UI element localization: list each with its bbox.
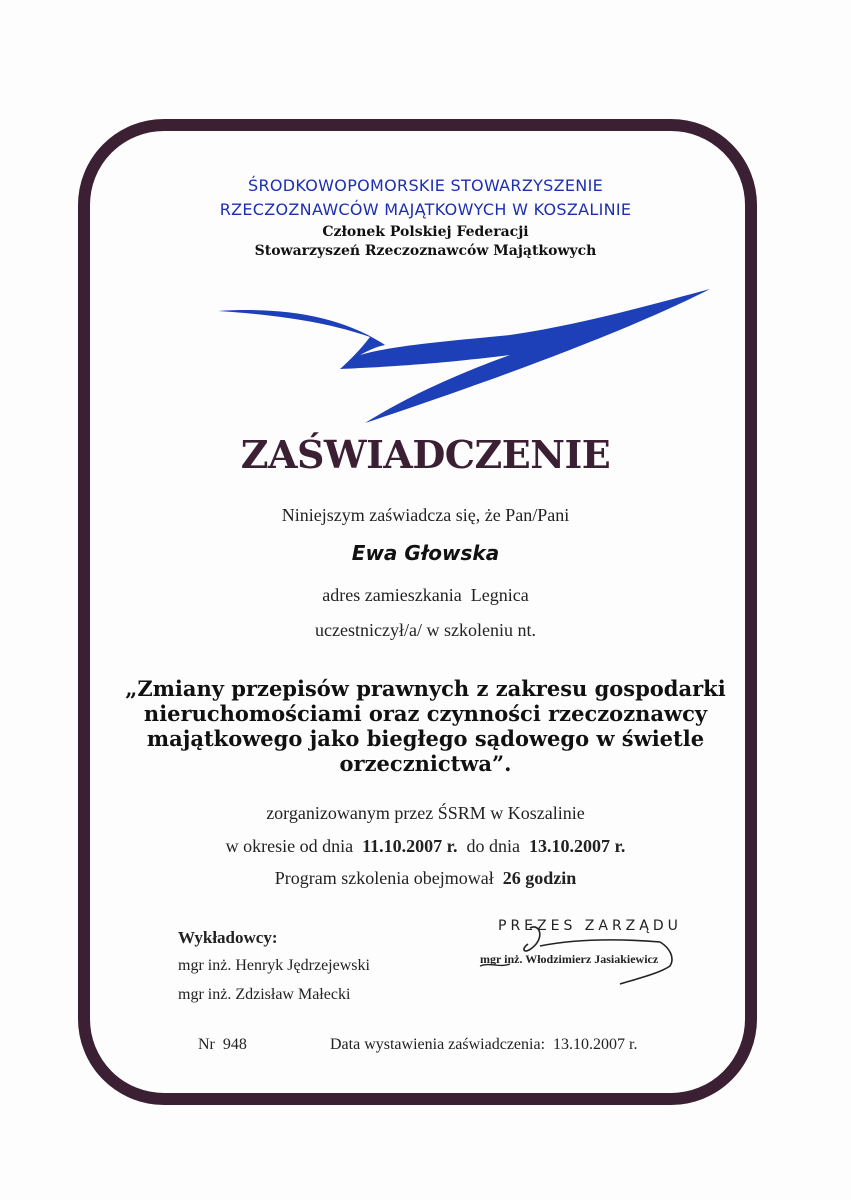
program-prefix: Program szkolenia obejmował bbox=[274, 868, 494, 888]
organization-name-line-1: ŚRODKOWOPOMORSKIE STOWARZYSZENIE bbox=[247, 176, 604, 195]
training-period bbox=[0, 836, 851, 857]
organized-by-text: zorganizowanym przez ŚSRM w Koszalinie bbox=[266, 803, 585, 823]
intro-text: Niniejszym zaświadcza się, że Pan/Pani bbox=[281, 505, 570, 525]
federation-line-2: Stowarzyszeń Rzeczoznawców Majątkowych bbox=[254, 243, 597, 259]
address-line bbox=[0, 585, 851, 606]
topic-line: majątkowego jako biegłego sądowego w świetle bbox=[146, 726, 705, 751]
federation-line-1: Członek Polskiej Federacji bbox=[322, 224, 529, 240]
association-logo bbox=[210, 285, 720, 425]
lecturer-name: mgr inż. Henryk Jędrzejewski bbox=[178, 957, 370, 974]
document-title: ZAŚWIADCZENIE bbox=[240, 432, 611, 477]
organization-name-line-2: RZECZOZNAWCÓW MAJĄTKOWYCH W KOSZALINIE bbox=[219, 200, 632, 219]
signatory-name: mgr inż. Włodzimierz Jasiakiewicz bbox=[480, 952, 659, 966]
hours-value: 26 godzin bbox=[502, 868, 577, 888]
date-to: 13.10.2007 r. bbox=[528, 836, 626, 856]
lecturers-heading: Wykładowcy: bbox=[178, 928, 278, 947]
lecturer-name: mgr inż. Zdzisław Małecki bbox=[178, 986, 351, 1003]
topic-line: „Zmiany przepisów prawnych z zakresu gospodarki bbox=[125, 676, 726, 701]
period-mid: do dnia bbox=[466, 836, 520, 856]
topic-line: orzecznictwa”. bbox=[339, 751, 512, 776]
topic-line: nieruchomościami oraz czynności rzeczoznawcy bbox=[143, 701, 708, 726]
period-prefix: w okresie od dnia bbox=[225, 836, 354, 856]
issue-date-value: 13.10.2007 r. bbox=[553, 1036, 638, 1053]
address-label: adres zamieszkania bbox=[322, 585, 462, 605]
issue-label: Data wystawienia zaświadczenia: bbox=[330, 1036, 546, 1053]
training-topic bbox=[0, 676, 851, 776]
address-value: Legnica bbox=[470, 585, 529, 605]
program-hours bbox=[0, 868, 851, 889]
participation-text: uczestniczył/a/ w szkoleniu nt. bbox=[315, 620, 536, 640]
number-label: Nr bbox=[198, 1036, 215, 1053]
issue-date bbox=[330, 1036, 637, 1054]
participant-name: Ewa Głowska bbox=[351, 541, 500, 565]
certificate-number bbox=[198, 1036, 247, 1054]
number-value: 948 bbox=[222, 1036, 247, 1053]
date-from: 11.10.2007 r. bbox=[362, 836, 458, 856]
signature-title: PREZES ZARZĄDU bbox=[498, 918, 682, 934]
